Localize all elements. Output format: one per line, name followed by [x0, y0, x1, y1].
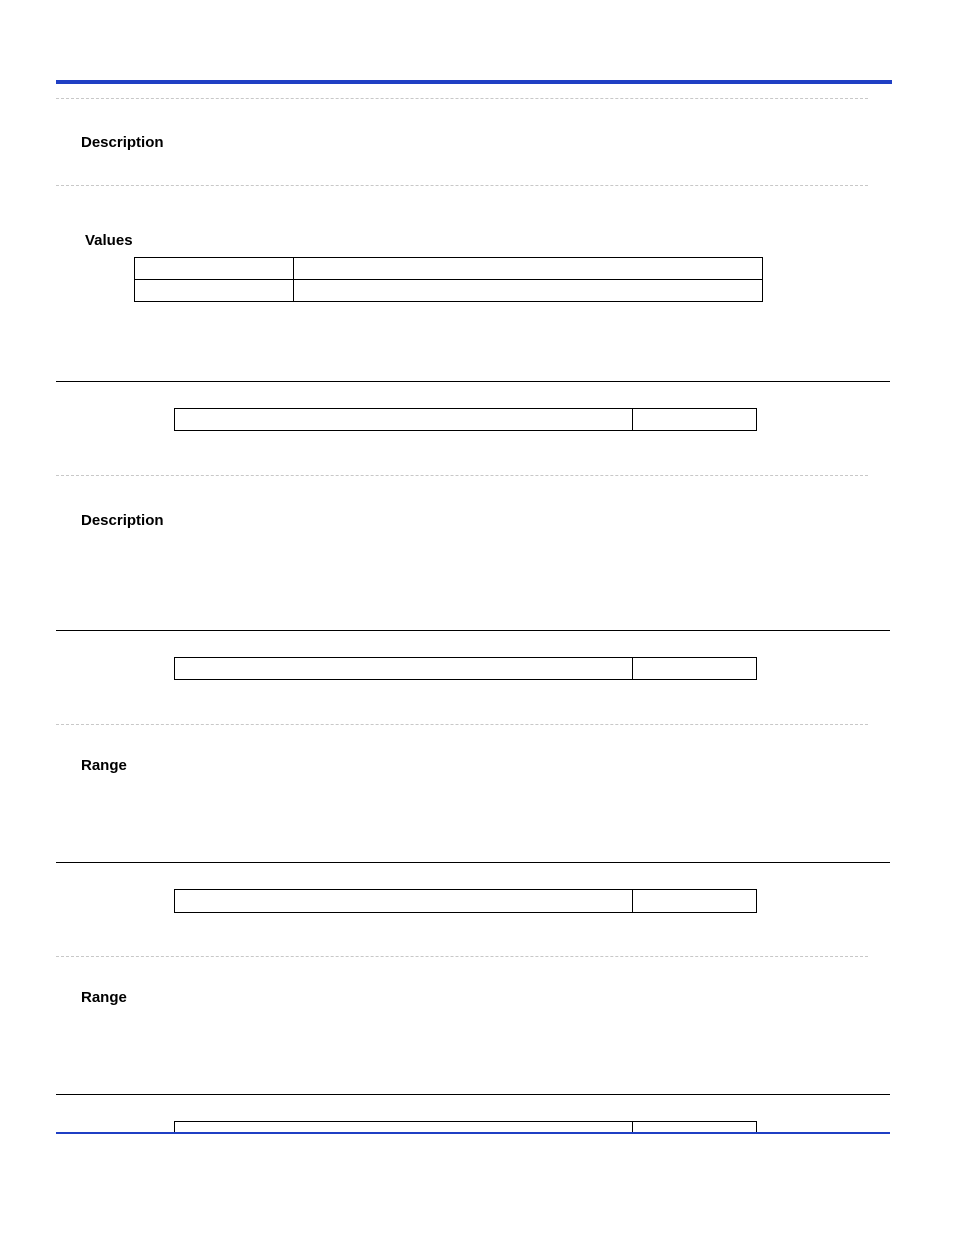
values-table — [134, 257, 763, 302]
dashed-divider — [56, 185, 868, 186]
syntax-table — [174, 889, 757, 913]
dashed-divider — [56, 98, 868, 99]
table-cell — [135, 280, 294, 302]
table-cell — [294, 280, 763, 302]
footer-accent-bar — [56, 1132, 890, 1134]
table-cell — [175, 890, 633, 913]
section-heading-range: Range — [81, 989, 127, 1006]
syntax-table — [174, 408, 757, 431]
table-cell — [175, 409, 633, 431]
syntax-table — [174, 657, 757, 680]
table-cell — [633, 890, 757, 913]
dashed-divider — [56, 724, 868, 725]
section-heading-range: Range — [81, 757, 127, 774]
dashed-divider — [56, 956, 868, 957]
table-cell — [633, 658, 757, 680]
table-cell — [135, 258, 294, 280]
table-cell — [294, 258, 763, 280]
section-rule — [56, 1094, 890, 1095]
table-cell — [633, 409, 757, 431]
section-heading-description: Description — [81, 512, 164, 529]
section-heading-values: Values — [85, 232, 133, 249]
header-accent-bar — [56, 80, 892, 84]
table-cell — [175, 658, 633, 680]
section-rule — [56, 381, 890, 382]
section-heading-description: Description — [81, 134, 164, 151]
section-rule — [56, 630, 890, 631]
dashed-divider — [56, 475, 868, 476]
section-rule — [56, 862, 890, 863]
